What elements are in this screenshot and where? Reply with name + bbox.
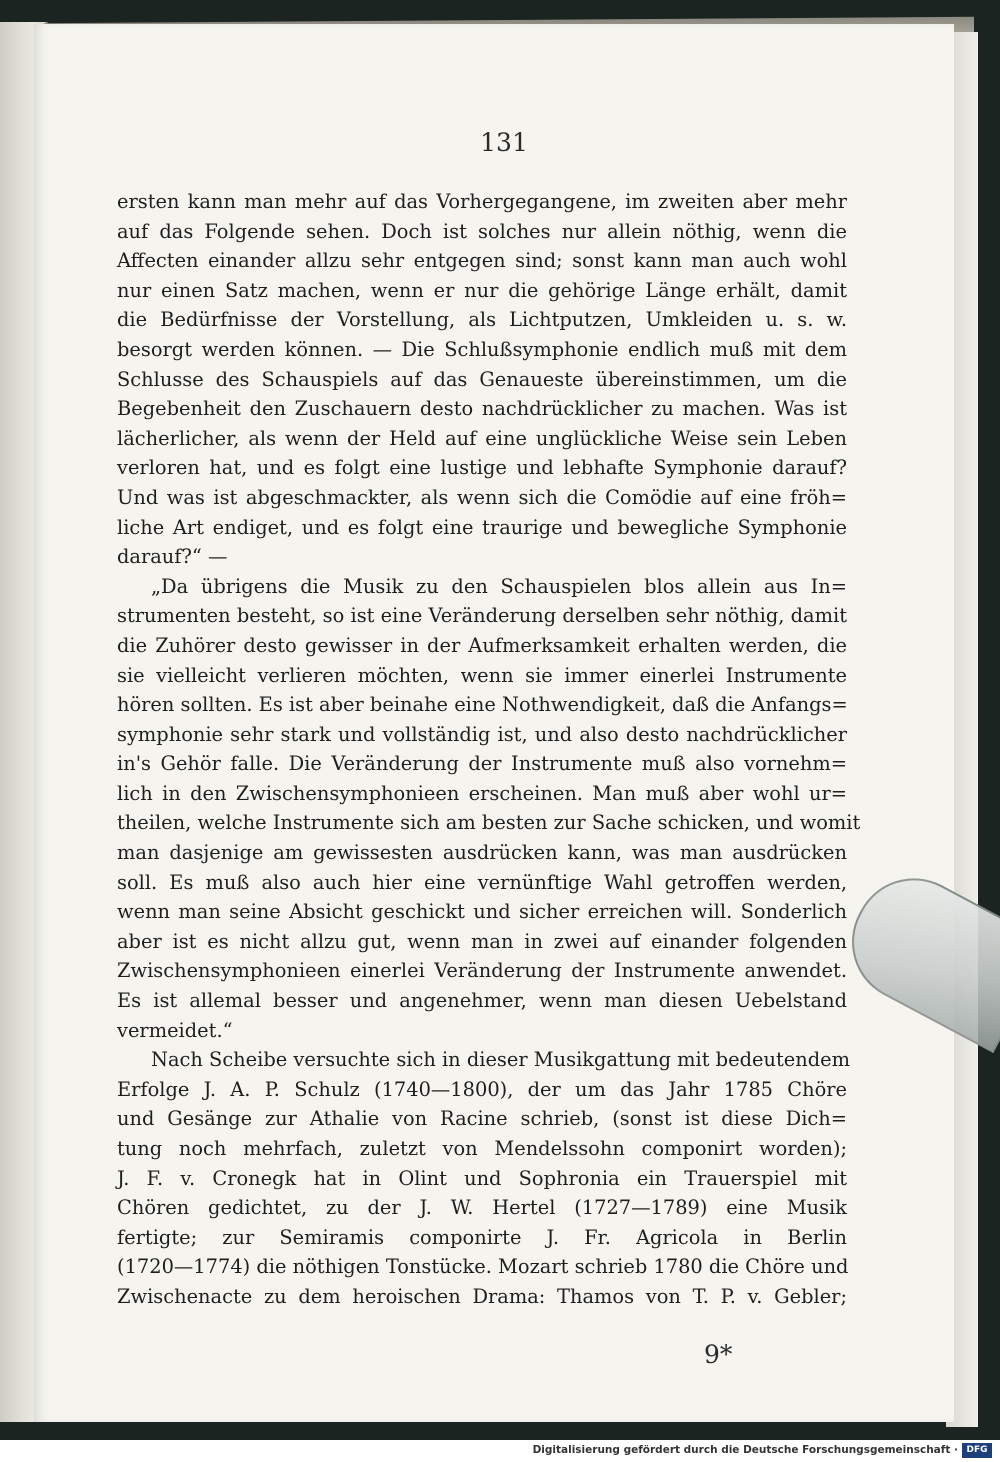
text-line: auf das Folgende sehen. Doch ist solches nur allein nöthig, wenn die [117,219,847,243]
text-line: die Bedürfnisse der Vorstellung, als Lichtputzen, Umkleiden u. s. w. [117,308,847,332]
text-line: fertigte; zur Semiramis componirte J. Fr. Agricola in Berlin [117,1225,847,1249]
text-line: J. F. v. Cronegk hat in Olint und Sophronia ein Trauerspiel mit [117,1166,847,1190]
text-line: symphonie sehr stark und vollständig ist, und also desto nachdrücklicher [117,722,847,746]
text-line: in's Gehör falle. Die Veränderung der Instrumente muß also vornehm= [117,752,847,776]
text-line: Zwischensymphonieen einerlei Veränderung der Instrumente anwendet. [117,959,847,983]
text-line: Erfolge J. A. P. Schulz (1740—1800), der um das Jahr 1785 Chöre [117,1077,847,1101]
funding-credit: Digitalisierung gefördert durch die Deutsche Forschungsgemeinschaft · [532,1444,958,1456]
text-line: Begebenheit den Zuschauern desto nachdrücklicher zu machen. Was ist [117,397,847,421]
text-line: strumenten besteht, so ist eine Veränderung derselben sehr nöthig, damit [117,604,847,628]
text-line: Schlusse des Schauspiels auf das Genaueste übereinstimmen, um die [117,367,847,391]
text-line: Zwischenacte zu dem heroischen Drama: Thamos von T. P. v. Gebler; [117,1284,847,1308]
text-line: Chören gedichtet, zu der J. W. Hertel (1727—1789) eine Musik [117,1196,847,1220]
text-line: liche Art endiget, und es folgt eine traurige und bewegliche Symphonie [117,515,847,539]
text-line: besorgt werden können. — Die Schlußsymphonie endlich muß mit dem [117,337,847,361]
book-page [34,24,954,1422]
text-line: hören sollten. Es ist aber beinahe eine Nothwendigkeit, daß die Anfangs= [117,693,848,717]
text-line: darauf?“ — [117,545,228,569]
text-line: Affecten einander allzu sehr entgegen sind; sonst kann man auch wohl [117,249,847,273]
text-line: lich in den Zwischensymphonieen erscheinen. Man muß aber wohl ur= [117,781,847,805]
text-line: und Gesänge zur Athalie von Racine schrieb, (sonst ist diese Dich= [117,1107,847,1131]
paragraph-start-line: „Da übrigens die Musik zu den Schauspielen blos allein aus In= [151,574,847,598]
text-line: tung noch mehrfach, zuletzt von Mendelssohn componirt worden); [117,1137,847,1160]
footer-bar [0,1440,1000,1462]
text-line: wenn man seine Absicht geschickt und sicher erreichen will. Sonderlich [117,900,847,924]
paragraph-start-line: Nach Scheibe versuchte sich in dieser Musikgattung mit bedeutendem [151,1048,850,1072]
signature-mark: 9* [704,1340,733,1369]
text-line: (1720—1774) die nöthigen Tonstücke. Mozart schrieb 1780 die Chöre und [117,1255,849,1279]
text-line: Es ist allemal besser und angenehmer, wenn man diesen Uebelstand [117,989,847,1013]
text-line: man dasjenige am gewissesten ausdrücken kann, was man ausdrücken [117,841,847,865]
text-line: Und was ist abgeschmackter, als wenn sich die Comödie auf eine fröh= [117,485,847,509]
text-line: die Zuhörer desto gewisser in der Aufmerksamkeit erhalten werden, die [117,633,847,657]
page-number: 131 [480,128,528,157]
text-line: vermeidet.“ [117,1018,233,1042]
text-line: aber ist es nicht allzu gut, wenn man in zwei auf einander folgenden [117,929,847,953]
text-line: ersten kann man mehr auf das Vorhergegangene, im zweiten aber mehr [117,190,847,213]
text-line: sie vielleicht verlieren möchten, wenn sie immer einerlei Instrumente [117,663,847,687]
text-line: theilen, welche Instrumente sich am besten zur Sache schicken, und womit [117,811,861,835]
text-line: soll. Es muß also auch hier eine vernünftige Wahl getroffen werden, [117,870,847,894]
text-line: nur einen Satz machen, wenn er nur die gehörige Länge erhält, damit [117,278,847,302]
dfg-logo-icon: DFG [962,1443,992,1458]
text-line: lächerlicher, als wenn der Held auf eine unglückliche Weise sein Leben [117,426,847,450]
body-text [117,187,861,1312]
text-line: verloren hat, und es folgt eine lustige und lebhafte Symphonie darauf? [117,456,847,480]
